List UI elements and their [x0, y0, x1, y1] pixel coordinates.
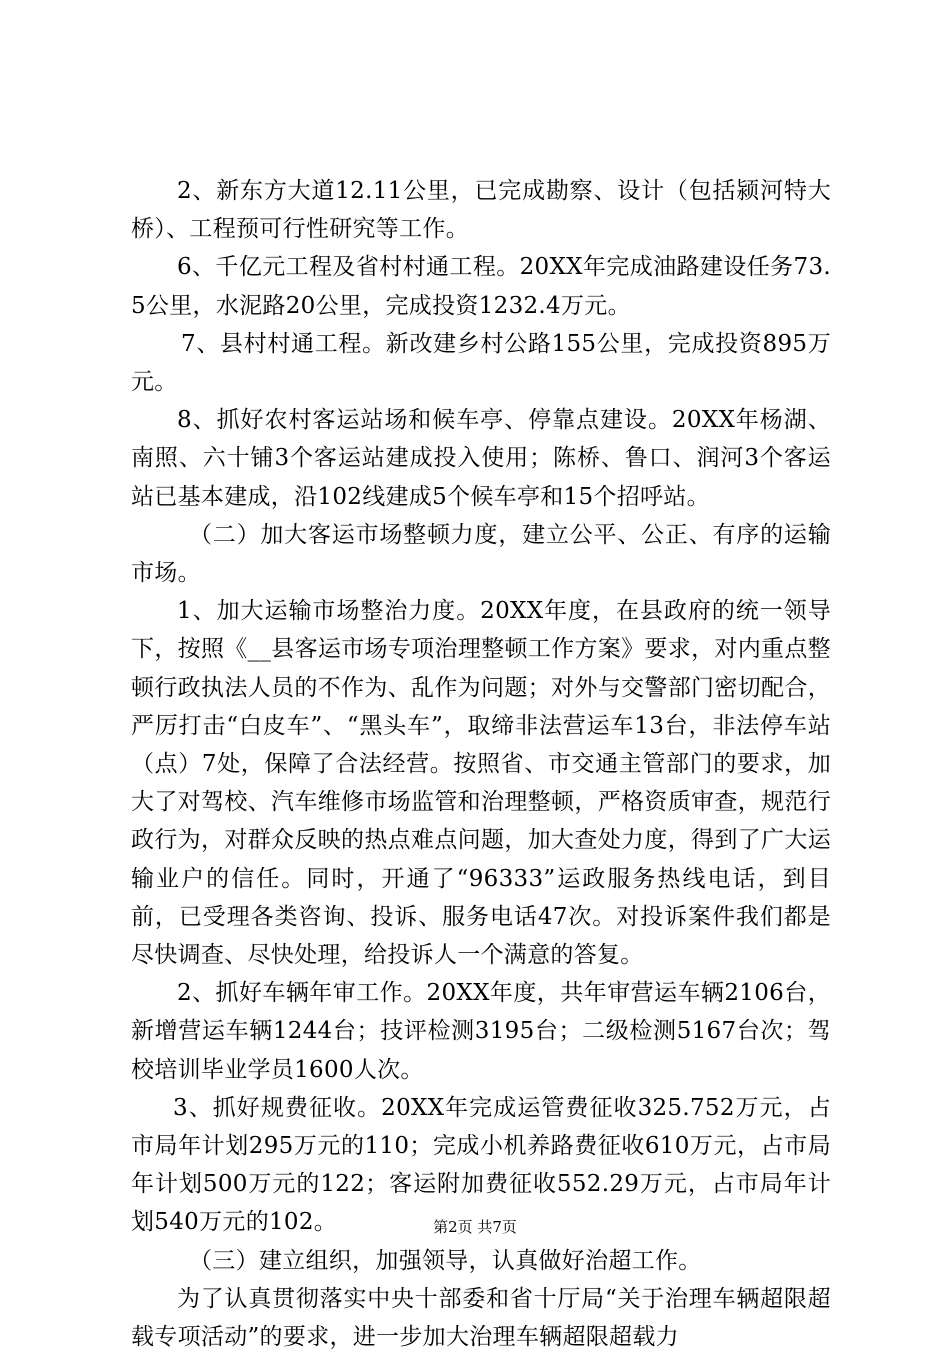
paragraph-vehicle-inspection: 2、抓好车辆年审工作。20XX年度，共年审营运车辆2106台，新增营运车辆1244台；技评检测3195台；二级检测5167台次；驾校培训毕业学员1600人次。	[131, 980, 831, 1083]
section-heading-2: （二）加大客运市场整顿力度，建立公平、公正、有序的运输市场。	[131, 521, 831, 587]
paragraph-market-rectification: 1、加大运输市场整治力度。20XX年度，在县政府的统一领导下，按照《__县客运市场专项治理整顿工作方案》要求，对内重点整顿行政执法人员的不作为、乱作为问题；对外与交警部门密切配合，严厉打击“白皮车”、“黑头车”，取缔非法营运车13台，非法停车站（点）7处，保障了合法经营。按照省、市交通主管部门的要求，加大了对驾校、汽车维修市场监管和治理整顿，严格资质审查，规范行政行为，对群众反映的热点难点问题，加大查处力度，得到了广大运输业户的信任。同时，开通了“96333”运政服务热线电话，到目前，已受理各类咨询、投诉、服务电话47次。对投诉案件我们都是尽快调查、尽快处理，给投诉人一个满意的答复。	[131, 598, 831, 969]
paragraph-xindongfang-avenue: 2、新东方大道12.11公里，已完成勘察、设计（包括颍河特大桥）、工程预可行性研究等工作。	[131, 178, 831, 243]
document-body	[131, 172, 831, 1356]
section-heading-3: （三）建立组织，加强领导，认真做好治超工作。	[189, 1247, 702, 1274]
paragraph-qianyi-project: 6、千亿元工程及省村村通工程。20XX年完成油路建设任务73.5公里，水泥路20公里，完成投资1232.4万元。	[131, 254, 831, 319]
paragraph-county-village-roads: 7、县村村通工程。新改建乡村公路155公里，完成投资895万元。	[131, 330, 831, 396]
paragraph-rural-bus-stations: 8、抓好农村客运站场和候车亭、停靠点建设。20XX年杨湖、南照、六十铺3个客运站建成投入使用；陈桥、鲁口、润河3个客运站已基本建成，沿102线建成5个候车亭和15个招呼站。	[131, 407, 831, 510]
paragraph-overload-control: 为了认真贯彻落实中央十部委和省十厅局“关于治理车辆超限超载专项活动”的要求，进一步加大治理车辆超限超载力	[131, 1285, 831, 1351]
page-number-footer: 第2页 共7页	[433, 1218, 517, 1236]
paragraph-fee-collection: 3、抓好规费征收。20XX年完成运管费征收325.752万元，占市局年计划295万元的110；完成小机养路费征收610万元，占市局年计划500万元的122；客运附加费征收552.29万元，占市局年计划540万元的102。	[131, 1094, 831, 1236]
